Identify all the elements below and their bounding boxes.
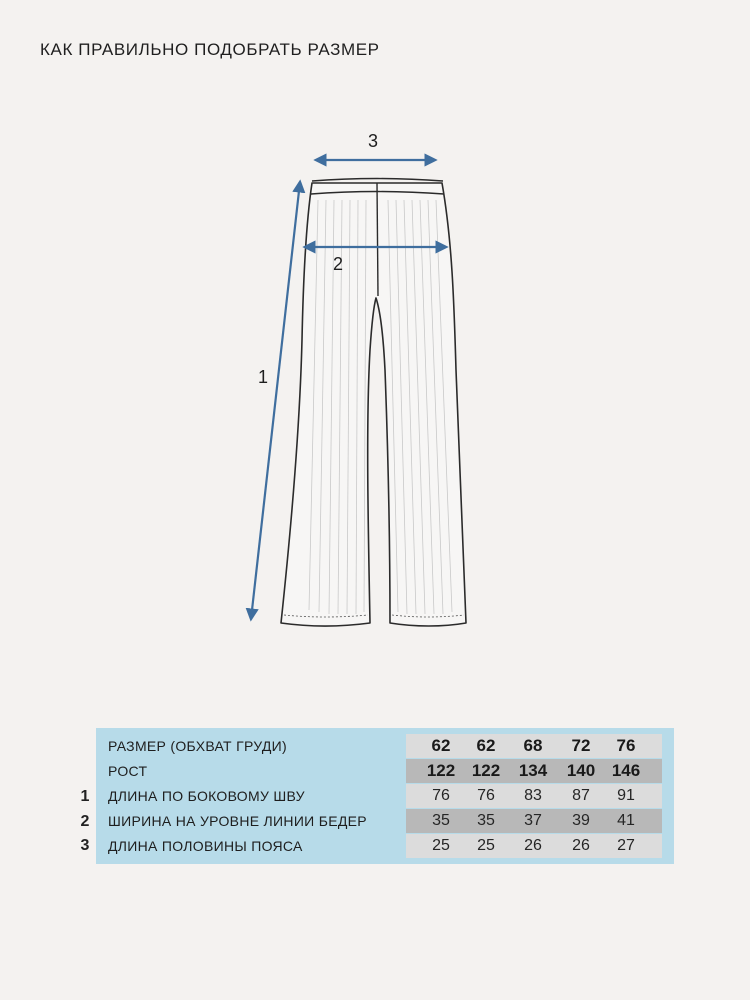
- table-cell: 76: [432, 787, 450, 804]
- row-values: [406, 834, 662, 858]
- table-cell: 62: [431, 736, 451, 755]
- row-number-3: 3: [80, 837, 90, 854]
- table-cell: 72: [571, 736, 591, 755]
- table-cell: 140: [566, 761, 596, 780]
- row-label: РАЗМЕР (ОБХВАТ ГРУДИ): [108, 738, 287, 754]
- table-cell: 25: [477, 837, 495, 854]
- table-row-size: [96, 734, 674, 758]
- table-row-height: [96, 759, 674, 783]
- table-cell: 122: [426, 761, 456, 780]
- row-number-2: 2: [80, 813, 90, 830]
- row-label: РОСТ: [108, 763, 148, 779]
- row-values: [406, 759, 662, 783]
- row-label: ДЛИНА ПО БОКОВОМУ ШВУ: [108, 788, 305, 804]
- size-table: [96, 728, 674, 864]
- table-cell: 25: [432, 837, 450, 854]
- table-cell: 27: [617, 837, 635, 854]
- measure-label-3: 3: [368, 131, 379, 151]
- table-cell: 26: [572, 837, 590, 854]
- table-cell: 76: [477, 787, 495, 804]
- row-number-1: 1: [80, 788, 90, 805]
- table-cell: 39: [572, 812, 590, 829]
- table-cell: 83: [524, 787, 542, 804]
- table-cell: 91: [617, 787, 635, 804]
- table-cell: 87: [572, 787, 590, 804]
- table-cell: 37: [524, 812, 542, 829]
- table-cell: 26: [524, 837, 542, 854]
- row-label: ШИРИНА НА УРОВНЕ ЛИНИИ БЕДЕР: [108, 813, 367, 829]
- table-row-half-waist: [96, 834, 674, 858]
- row-values: [406, 809, 662, 833]
- table-cell: 146: [611, 761, 641, 780]
- table-row-hip-width: [96, 809, 674, 833]
- page-title: КАК ПРАВИЛЬНО ПОДОБРАТЬ РАЗМЕР: [40, 40, 380, 59]
- measure-label-2: 2: [333, 254, 344, 274]
- table-cell: 41: [617, 812, 635, 829]
- table-cell: 122: [471, 761, 501, 780]
- table-cell: 134: [518, 761, 548, 780]
- row-values: [406, 734, 662, 758]
- table-cell: 35: [477, 812, 495, 829]
- table-cell: 76: [616, 736, 636, 755]
- table-row-side-seam: [96, 784, 674, 808]
- row-label: ДЛИНА ПОЛОВИНЫ ПОЯСА: [108, 838, 303, 854]
- row-values: [406, 784, 662, 808]
- measure-label-1: 1: [258, 367, 269, 387]
- table-cell: 62: [476, 736, 496, 755]
- table-cell: 68: [523, 736, 543, 755]
- table-cell: 35: [432, 812, 450, 829]
